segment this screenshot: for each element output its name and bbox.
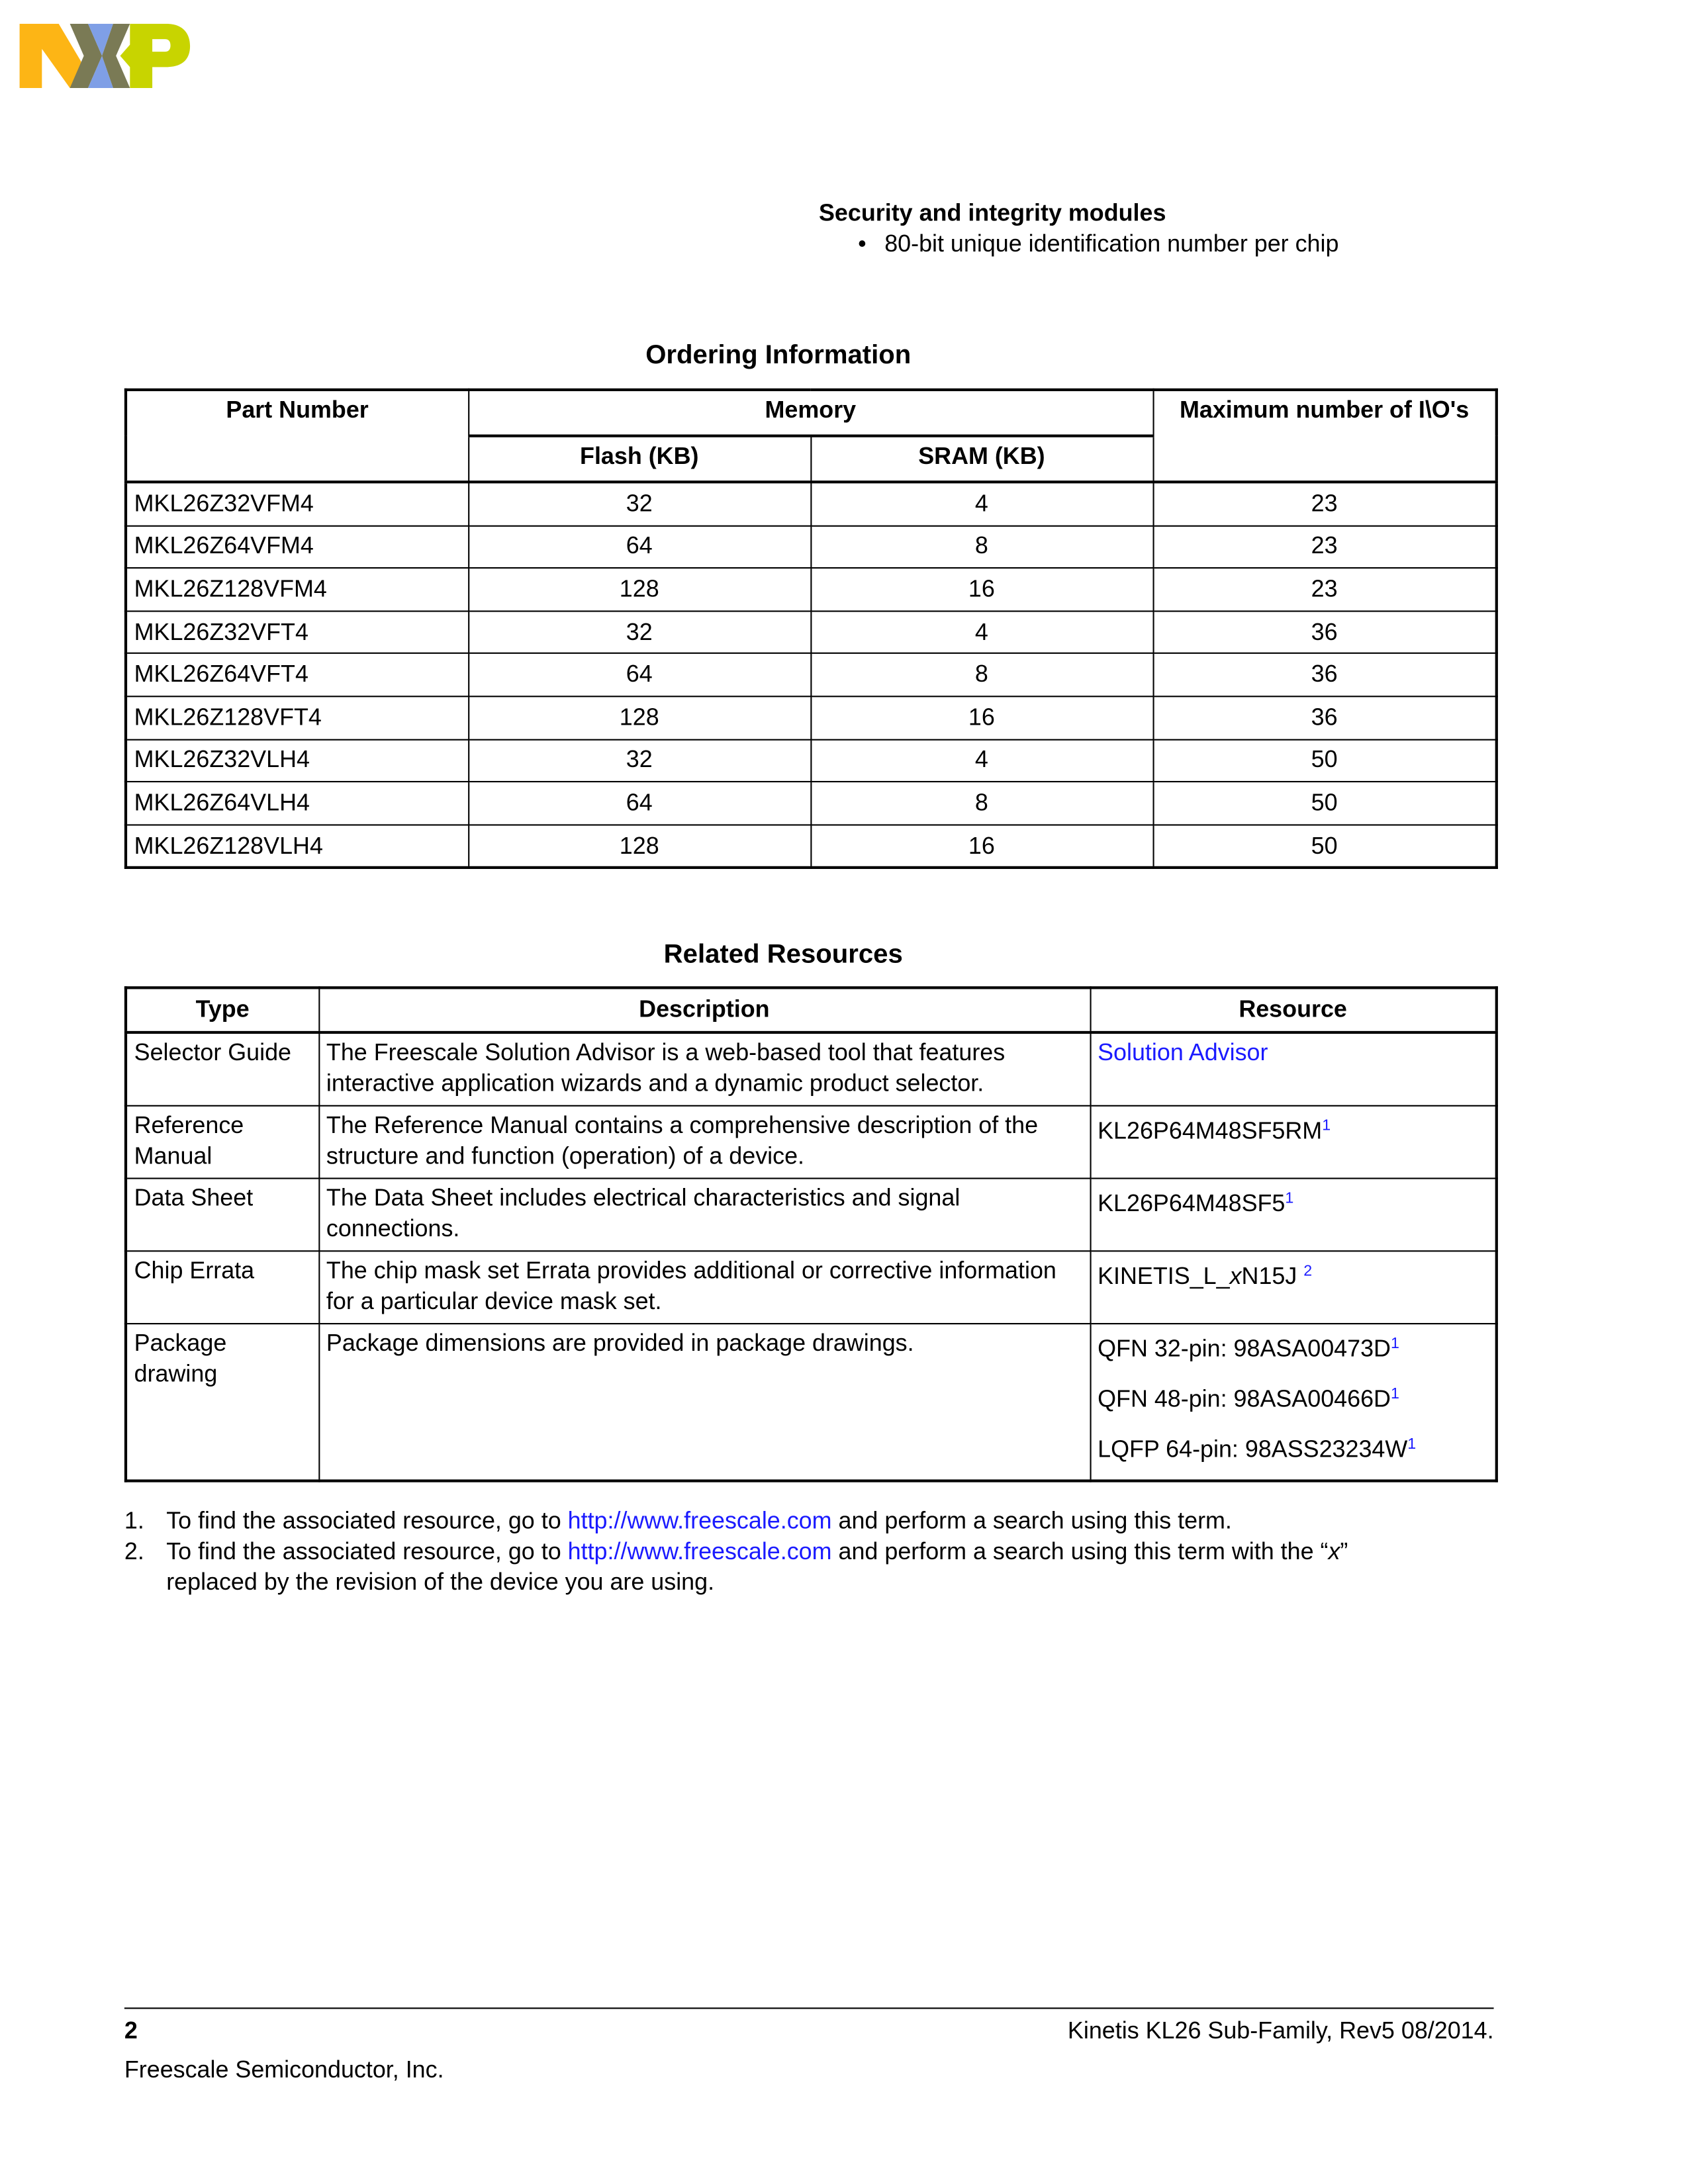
flash-cell: 64 [468, 525, 810, 569]
header-part-number: Part Number [126, 390, 468, 482]
resource-cell: KINETIS_L_ [1098, 1263, 1230, 1290]
resource-cell: KL26P64M48SF5RM [1098, 1117, 1323, 1144]
solution-advisor-link[interactable]: Solution Advisor [1098, 1039, 1268, 1066]
ordering-title: Ordering Information [645, 341, 912, 371]
table-row [126, 739, 1497, 782]
header-type: Type [126, 987, 318, 1032]
part-number-cell: MKL26Z32VFT4 [126, 611, 468, 654]
table-row [126, 654, 1497, 697]
footnote-text: To find the associated resource, go to [166, 1507, 568, 1534]
max-io-cell: 23 [1152, 525, 1496, 569]
flash-cell: 64 [468, 782, 810, 825]
ordering-table [124, 388, 1498, 870]
table-row [126, 611, 1497, 654]
footnote-text: ” [1340, 1538, 1348, 1565]
type-cell: Reference Manual [126, 1106, 318, 1179]
flash-cell: 128 [468, 825, 810, 868]
package-item: QFN 48-pin: 98ASA00466D [1098, 1386, 1391, 1413]
description-cell: The chip mask set Errata provides additional or corrective information for a particular device mask set. [318, 1251, 1090, 1324]
resource-cell: KL26P64M48SF5 [1098, 1190, 1286, 1217]
nxp-logo [20, 24, 192, 88]
bullet-icon: • [858, 230, 867, 257]
resource-cell: N15J [1241, 1263, 1304, 1290]
package-item: QFN 32-pin: 98ASA00473D [1098, 1336, 1391, 1363]
type-cell: Package drawing [126, 1324, 318, 1480]
description-cell: The Reference Manual contains a comprehensive description of the structure and function (operation) of a device. [318, 1106, 1090, 1179]
flash-cell: 128 [468, 568, 810, 611]
sram-cell: 16 [810, 696, 1152, 739]
freescale-link[interactable]: http://www.freescale.com [567, 1538, 832, 1565]
type-cell: Data Sheet [126, 1179, 318, 1251]
part-number-cell: MKL26Z64VLH4 [126, 782, 468, 825]
table-row [126, 1179, 1497, 1251]
max-io-cell: 23 [1152, 482, 1496, 525]
page-number: 2 [124, 2017, 138, 2044]
sram-cell: 16 [810, 568, 1152, 611]
header-memory: Memory [468, 390, 1152, 436]
description-cell: Package dimensions are provided in package drawings. [318, 1324, 1090, 1480]
table-row [126, 568, 1497, 611]
footnote-2-continued: replaced by the revision of the device you are using. [166, 1569, 715, 1596]
sram-cell: 8 [810, 782, 1152, 825]
flash-cell: 32 [468, 482, 810, 525]
package-item: LQFP 64-pin: 98ASS23234W [1098, 1436, 1408, 1463]
part-number-cell: MKL26Z128VFT4 [126, 696, 468, 739]
max-io-cell: 36 [1152, 654, 1496, 697]
table-row [126, 1032, 1497, 1106]
document-title: Kinetis KL26 Sub-Family, Rev5 08/2014. [1067, 2017, 1494, 2044]
part-number-cell: MKL26Z128VLH4 [126, 825, 468, 868]
table-row [126, 1324, 1497, 1480]
table-row [126, 696, 1497, 739]
footnote-ref[interactable]: 1 [1390, 1386, 1399, 1403]
max-io-cell: 36 [1152, 696, 1496, 739]
sram-cell: 8 [810, 654, 1152, 697]
part-number-cell: MKL26Z32VLH4 [126, 739, 468, 782]
security-bullet: 80-bit unique identification number per chip [884, 230, 1339, 257]
resource-variable: x [1229, 1263, 1242, 1290]
table-row [126, 1251, 1497, 1324]
flash-cell: 128 [468, 696, 810, 739]
freescale-link[interactable]: http://www.freescale.com [567, 1507, 832, 1534]
max-io-cell: 50 [1152, 782, 1496, 825]
flash-cell: 64 [468, 654, 810, 697]
max-io-cell: 23 [1152, 568, 1496, 611]
max-io-cell: 50 [1152, 825, 1496, 868]
type-cell: Selector Guide [126, 1032, 318, 1106]
header-description: Description [318, 987, 1090, 1032]
part-number-cell: MKL26Z32VFM4 [126, 482, 468, 525]
footnote-ref[interactable]: 1 [1285, 1190, 1294, 1207]
flash-cell: 32 [468, 611, 810, 654]
part-number-cell: MKL26Z64VFT4 [126, 654, 468, 697]
footnote-text: and perform a search using this term with the “ [831, 1538, 1329, 1565]
type-cell: Chip Errata [126, 1251, 318, 1324]
footnote-text: To find the associated resource, go to [166, 1538, 568, 1565]
header-resource: Resource [1090, 987, 1497, 1032]
table-row [126, 482, 1497, 525]
table-row [126, 525, 1497, 569]
sram-cell: 4 [810, 611, 1152, 654]
sram-cell: 4 [810, 482, 1152, 525]
description-cell: The Data Sheet includes electrical characteristics and signal connections. [318, 1179, 1090, 1251]
footnote-2 [166, 1538, 1348, 1566]
footnote-number: 1. [124, 1507, 144, 1534]
part-number-cell: MKL26Z64VFM4 [126, 525, 468, 569]
sram-cell: 16 [810, 825, 1152, 868]
company-name: Freescale Semiconductor, Inc. [124, 2056, 444, 2083]
table-row [126, 1106, 1497, 1179]
footnote-ref[interactable]: 1 [1407, 1436, 1417, 1453]
footnote-number: 2. [124, 1538, 144, 1565]
security-heading: Security and integrity modules [818, 199, 1166, 226]
header-max-io: Maximum number of I\O's [1152, 390, 1496, 482]
table-row [126, 825, 1497, 868]
footnote-1 [166, 1508, 1232, 1535]
related-title: Related Resources [663, 940, 903, 970]
max-io-cell: 50 [1152, 739, 1496, 782]
table-row [126, 782, 1497, 825]
footnote-ref[interactable]: 2 [1303, 1263, 1313, 1280]
part-number-cell: MKL26Z128VFM4 [126, 568, 468, 611]
footnote-ref[interactable]: 1 [1390, 1336, 1399, 1353]
footnote-text: and perform a search using this term. [831, 1507, 1232, 1534]
footnote-ref[interactable]: 1 [1322, 1117, 1331, 1135]
header-sram: SRAM (KB) [810, 436, 1152, 482]
footnote-variable: x [1328, 1538, 1340, 1565]
max-io-cell: 36 [1152, 611, 1496, 654]
related-resources-table [124, 986, 1498, 1482]
sram-cell: 4 [810, 739, 1152, 782]
header-flash: Flash (KB) [468, 436, 810, 482]
footer-divider [124, 2007, 1494, 2009]
sram-cell: 8 [810, 525, 1152, 569]
description-cell: The Freescale Solution Advisor is a web-based tool that features interactive application wizards and a dynamic product selector. [318, 1032, 1090, 1106]
flash-cell: 32 [468, 739, 810, 782]
